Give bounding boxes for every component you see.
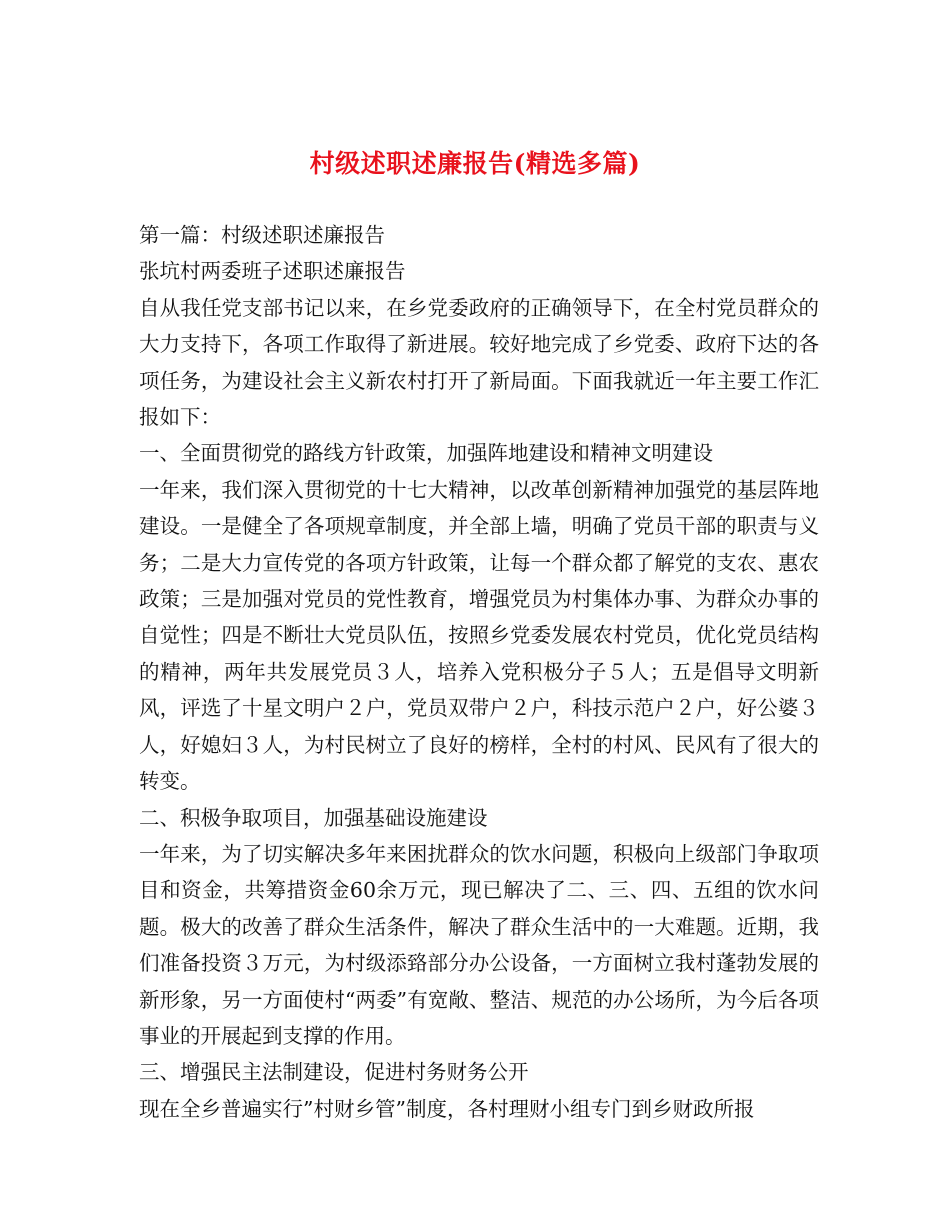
body-paragraph-1: 一年来，我们深入贯彻党的十七大精神，以改革创新精神加强党的基层阵地建设。一是健全了各项规章制度，并全部上墙，明确了党员干部的职责与义务；二是大力宣传党的各项方针政策，让每一个群众都了解党的支农、惠农政策；三是加强对党员的党性教育，增强党员为村集体办事、为群众办事的自觉性；四是不断壮大党员队伍，按照乡党委发展农村党员，优化党员结构的精神，两年共发展党员３人，培养入党积极分子５人；五是倡导文明新风，评选了十星文明户２户，党员双带户２户，科技示范户２户，好公婆３人，好媳妇３人，为村民树立了良好的榜样，全村的村风、民风有了很大的转变。 — [139, 477, 819, 794]
section-heading-2: 二、积极争取项目，加强基础设施建设 — [139, 805, 488, 830]
section-heading: 第一篇：村级述职述廉报告 — [139, 223, 385, 247]
section-heading-1: 一、全面贯彻党的路线方针政策，加强阵地建设和精神文明建设 — [139, 441, 713, 466]
body-paragraph-3: 现在全乡普遍实行”村财乡管”制度，各村理财小组专门到乡财政所报 — [139, 1096, 755, 1121]
document-title: 村级述职述廉报告(精选多篇) — [309, 148, 641, 178]
intro-paragraph: 自从我任党支部书记以来，在乡党委政府的正确领导下，在全村党员群众的大力支持下，各项工作取得了新进展。较好地完成了乡党委、政府下达的各项任务，为建设社会主义新农村打开了新局面。下面我就近一年主要工作汇报如下： — [139, 295, 819, 430]
body-paragraph-2: 一年来，为了切实解决多年来困扰群众的饮水问题，积极向上级部门争取项目和资金，共筹措资金60余万元，现已解决了二、三、四、五组的饮水问题。极大的改善了群众生活条件，解决了群众生活中的一大难题。近期，我们准备投资３万元，为村级添臵部分办公设备，一方面树立我村蓬勃发展的新形象，另一方面使村“两委”有宽敞、整洁、规范的办公场所，为今后各项事业的开展起到支撑的作用。 — [139, 841, 819, 1048]
document-body — [139, 217, 819, 1127]
section-heading-3: 三、增强民主法制建设，促进村务财务公开 — [139, 1060, 529, 1085]
report-subtitle: 张坑村两委班子述职述廉报告 — [139, 259, 406, 284]
